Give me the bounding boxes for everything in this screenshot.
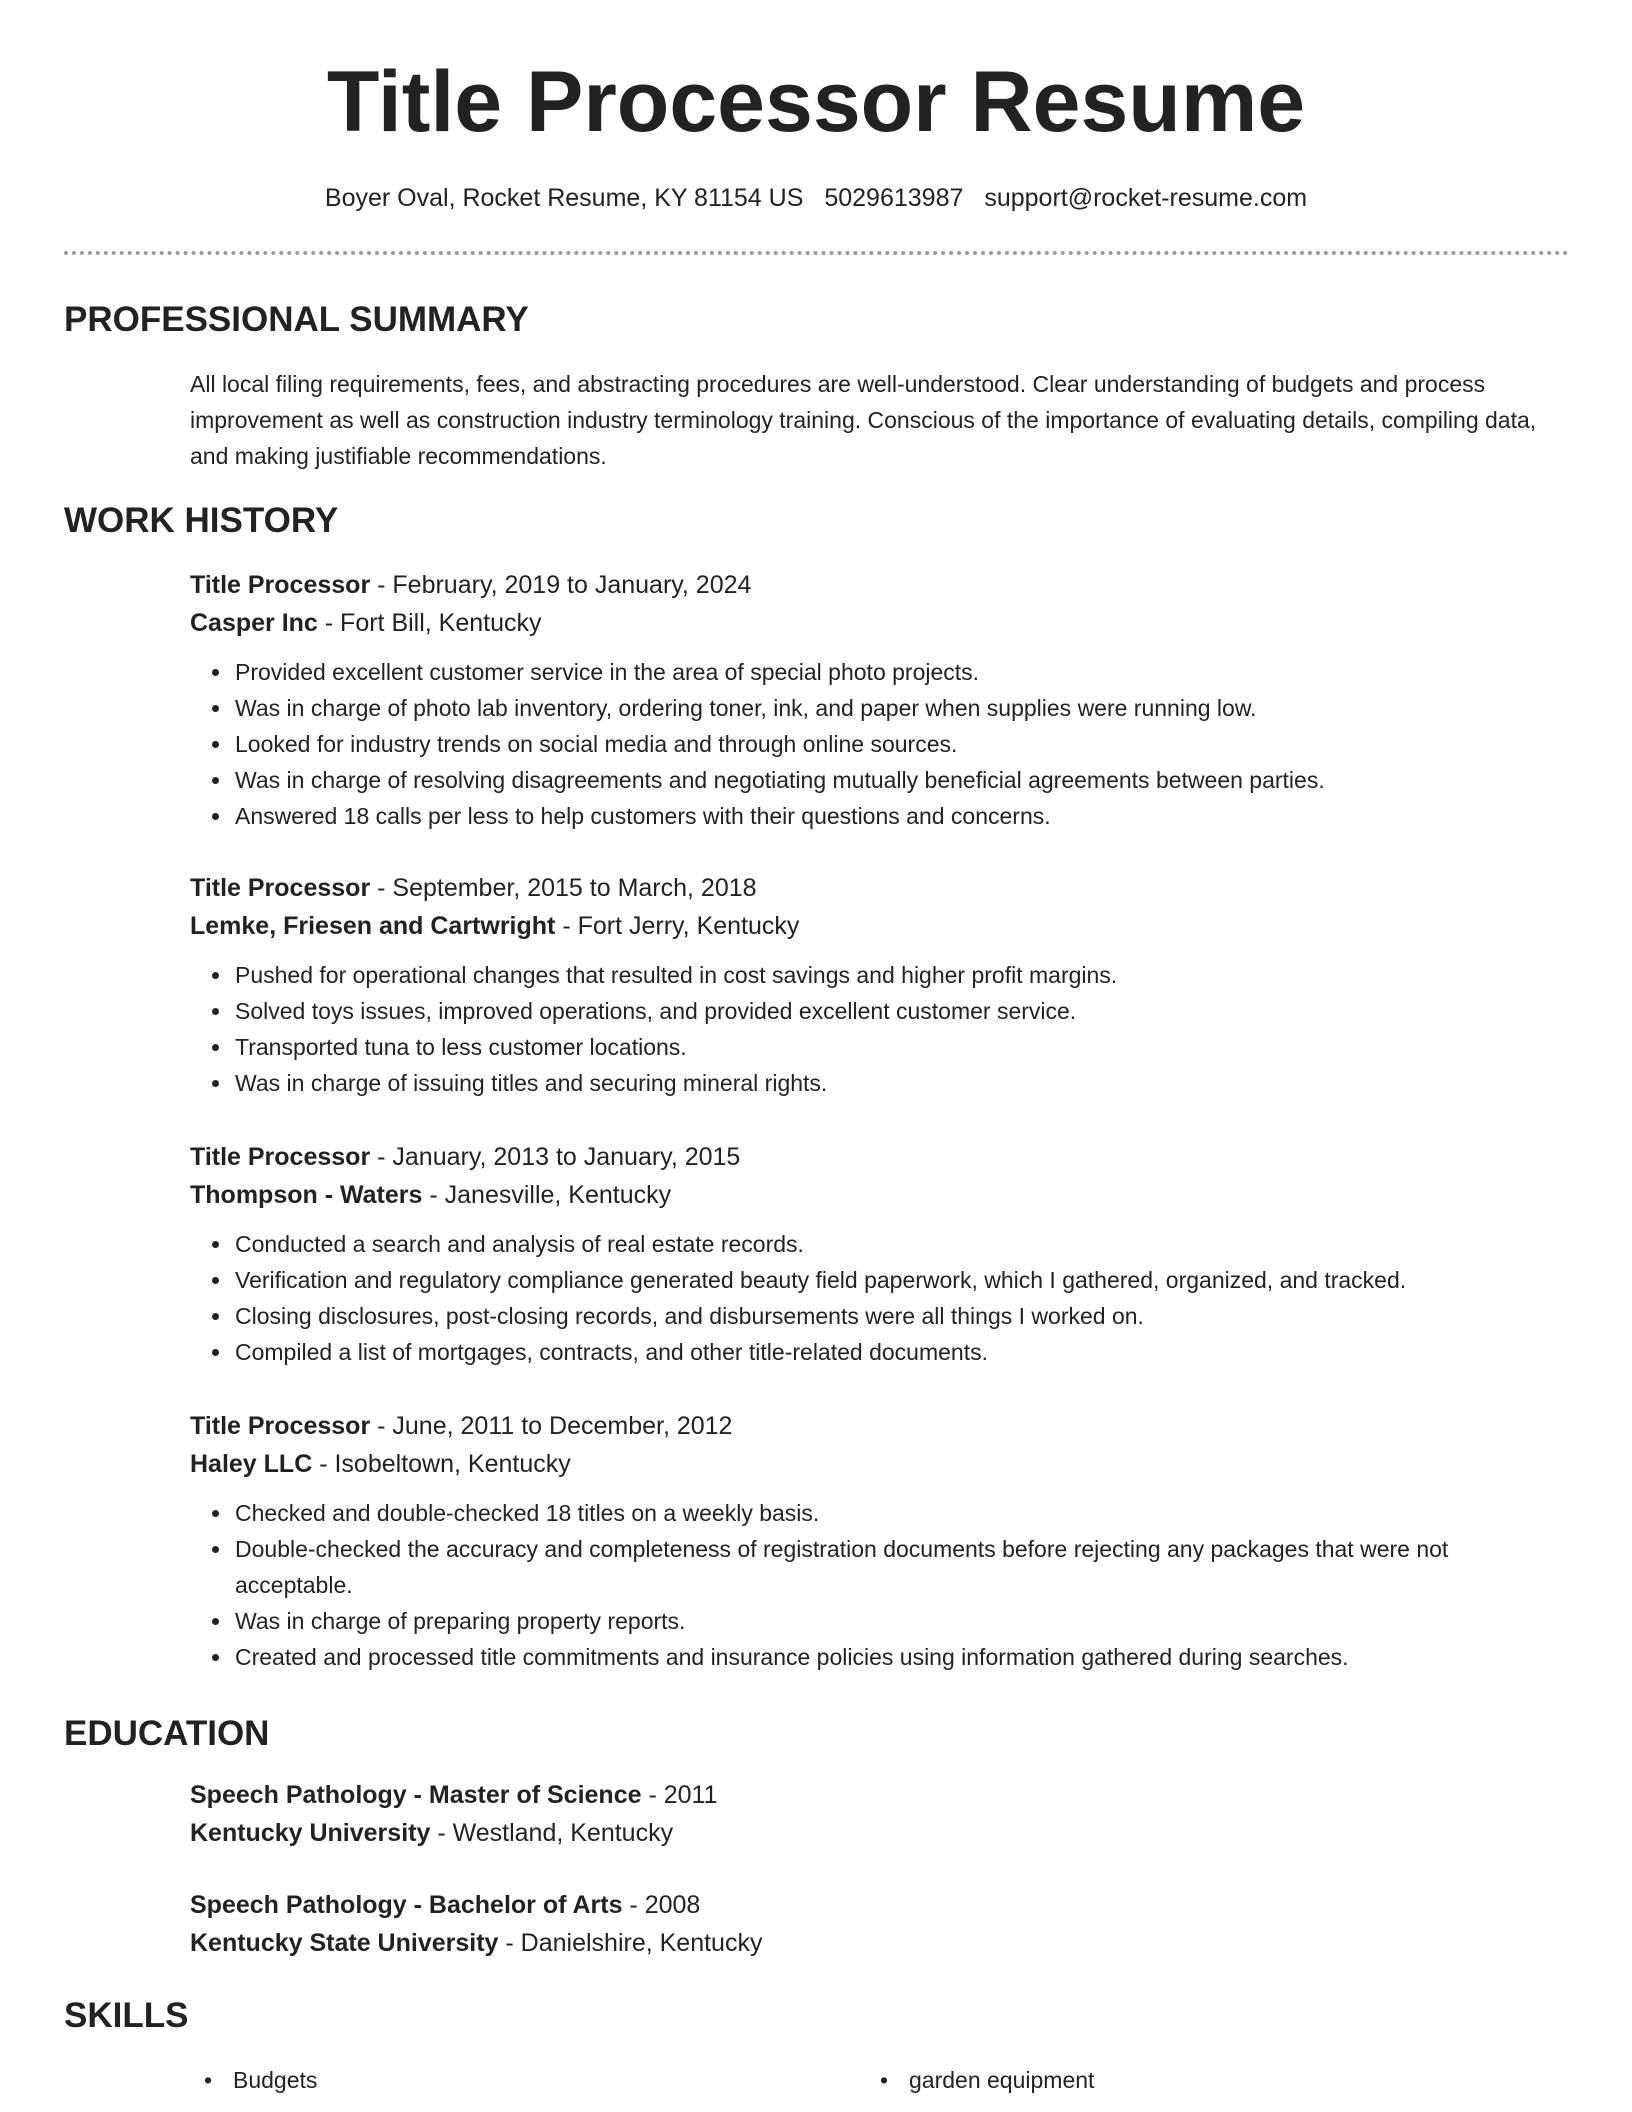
job-title: Title Processor <box>190 571 371 599</box>
header-divider <box>64 251 1569 255</box>
school-location: - Danielshire, Kentucky <box>498 1929 763 1957</box>
job-bullets <box>190 1495 1570 1675</box>
education-entry <box>190 1886 1570 1962</box>
job-company: Lemke, Friesen and Cartwright <box>190 912 556 940</box>
job-location: - Isobeltown, Kentucky <box>312 1450 571 1478</box>
list-item: • Transported tuna to less customer locations. <box>233 1029 1570 1065</box>
list-item: • Solved toys issues, improved operations, and provided excellent customer service. <box>233 993 1570 1029</box>
job-title-line <box>190 566 1570 604</box>
job-location: - Janesville, Kentucky <box>422 1181 672 1209</box>
list-item: • Looked for industry trends on social media and through online sources. <box>233 726 1570 762</box>
summary-text: All local filing requirements, fees, and abstracting procedures are well-understood. Clear understanding of budgets and process improvement as well as construction industry terminology training. Conscious of the importance of evaluating details, compiling data, and making justifiable recommendations. <box>190 371 1537 469</box>
job-title-line <box>190 1138 1570 1176</box>
list-item: • Double-checked the accuracy and completeness of registration documents before rejecting any packages that were not acceptable. <box>233 1531 1570 1603</box>
education-entry <box>190 1776 1570 1852</box>
list-item: • Closing disclosures, post-closing records, and disbursements were all things I worked on. <box>233 1298 1570 1334</box>
degree-line <box>190 1776 1570 1814</box>
list-item: • Answered 18 calls per less to help customers with their questions and concerns. <box>233 798 1570 834</box>
degree-line <box>190 1886 1570 1924</box>
contact-line <box>0 180 1632 216</box>
school: Kentucky University <box>190 1819 431 1847</box>
job-bullets <box>190 957 1570 1101</box>
school: Kentucky State University <box>190 1929 499 1957</box>
job-title-line <box>190 1407 1570 1445</box>
job-dates: - September, 2015 to March, 2018 <box>370 874 757 902</box>
contact-phone: 5029613987 <box>824 184 964 212</box>
job-title-line <box>190 869 1570 907</box>
job-bullets <box>190 1226 1570 1370</box>
list-item: • Verification and regulatory compliance generated beauty field paperwork, which I gathered, organized, and tracked. <box>233 1262 1570 1298</box>
job-dates: - June, 2011 to December, 2012 <box>370 1412 733 1440</box>
job-company-line <box>190 604 1570 642</box>
degree: Speech Pathology - Master of Science <box>190 1781 642 1809</box>
list-item: • Compiled a list of mortgages, contracts, and other title-related documents. <box>233 1334 1570 1370</box>
job-title: Title Processor <box>190 1143 371 1171</box>
job-company: Haley LLC <box>190 1450 313 1478</box>
job-entry <box>190 566 1570 834</box>
list-item: • Checked and double-checked 18 titles on a weekly basis. <box>233 1495 1570 1531</box>
job-company-line <box>190 1445 1570 1483</box>
list-item: • Was in charge of preparing property reports. <box>233 1603 1570 1639</box>
section-heading-summary: PROFESSIONAL SUMMARY <box>64 300 529 339</box>
job-entry <box>190 869 1570 1101</box>
resume-title: Title Processor Resume <box>326 54 1306 150</box>
job-bullets <box>190 654 1570 834</box>
section-heading-skills: SKILLS <box>64 1996 189 2035</box>
school-line <box>190 1924 1570 1962</box>
job-entry <box>190 1407 1570 1675</box>
skill-item: • Budgets <box>190 2062 317 2098</box>
list-item: • Conducted a search and analysis of real estate records. <box>233 1226 1570 1262</box>
degree-year: - 2011 <box>641 1781 718 1809</box>
school-line <box>190 1814 1570 1852</box>
job-location: - Fort Bill, Kentucky <box>317 609 542 637</box>
job-company-line <box>190 1176 1570 1214</box>
list-item: • Was in charge of resolving disagreements and negotiating mutually beneficial agreements between parties. <box>233 762 1570 798</box>
list-item: • Pushed for operational changes that resulted in cost savings and higher profit margins. <box>233 957 1570 993</box>
job-location: - Fort Jerry, Kentucky <box>555 912 800 940</box>
contact-email[interactable]: support@rocket-resume.com <box>984 184 1308 212</box>
job-dates: - February, 2019 to January, 2024 <box>370 571 752 599</box>
job-entry <box>190 1138 1570 1370</box>
job-title: Title Processor <box>190 1412 371 1440</box>
job-dates: - January, 2013 to January, 2015 <box>370 1143 741 1171</box>
section-heading-education: EDUCATION <box>64 1714 270 1753</box>
skill-item: • garden equipment <box>866 2062 1094 2098</box>
list-item: • Created and processed title commitments and insurance policies using information gathered during searches. <box>233 1639 1570 1675</box>
job-company-line <box>190 907 1570 945</box>
school-location: - Westland, Kentucky <box>430 1819 674 1847</box>
job-company: Casper Inc <box>190 609 318 637</box>
degree-year: - 2008 <box>622 1891 701 1919</box>
section-heading-work-history: WORK HISTORY <box>64 501 339 540</box>
list-item: • Was in charge of photo lab inventory, ordering toner, ink, and paper when supplies were running low. <box>233 690 1570 726</box>
job-company: Thompson - Waters <box>190 1181 423 1209</box>
degree: Speech Pathology - Bachelor of Arts <box>190 1891 623 1919</box>
job-title: Title Processor <box>190 874 371 902</box>
contact-address: Boyer Oval, Rocket Resume, KY 81154 US <box>324 184 804 212</box>
list-item: • Provided excellent customer service in the area of special photo projects. <box>233 654 1570 690</box>
list-item: • Was in charge of issuing titles and securing mineral rights. <box>233 1065 1570 1101</box>
